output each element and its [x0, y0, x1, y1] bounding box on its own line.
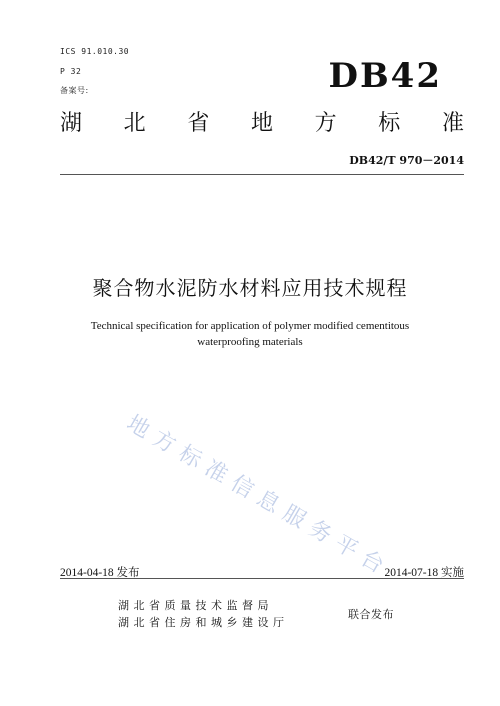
issue-date: 2014-04-18 发布: [60, 567, 140, 579]
standard-level-char: 地: [250, 111, 273, 136]
ics-code: ICS 91.010.30: [60, 47, 130, 56]
standard-level-char: 标: [378, 111, 401, 136]
standard-level-char: 方: [314, 111, 337, 136]
watermark-char: 台: [356, 545, 388, 579]
title-english: [40, 318, 460, 350]
db-logo: DB42: [328, 56, 442, 96]
implementation-date: 2014-07-18 实施: [384, 567, 464, 579]
bottom-divider: [60, 578, 464, 579]
issuer-line: 湖北省质量技术监督局: [118, 599, 273, 612]
watermark-char: 务: [304, 515, 336, 549]
top-divider: [60, 174, 464, 175]
standard-number: DB42/T 970－2014: [349, 154, 464, 167]
record-number-label: 备案号:: [60, 86, 89, 95]
watermark-char: 准: [200, 455, 232, 489]
title-english-line: Technical specification for application of polymer modified cementitous: [90, 320, 410, 332]
watermark-char: 息: [252, 485, 284, 519]
standard-level-heading: [60, 108, 464, 140]
standard-level-char: 准: [441, 111, 464, 136]
standard-level-char: 北: [123, 111, 146, 136]
watermark-char: 信: [226, 470, 258, 504]
title-chinese: 聚合物水泥防水材料应用技术规程: [92, 276, 408, 300]
joint-release-label: 联合发布: [348, 608, 394, 621]
watermark-char: 平: [330, 530, 362, 564]
watermark-char: 标: [174, 440, 206, 474]
standard-level-char: 省: [187, 111, 210, 136]
issuer-line: 湖北省住房和城乡建设厅: [118, 616, 289, 629]
watermark-char: 方: [148, 425, 180, 459]
issuing-authorities: [118, 597, 289, 631]
watermark-char: 服: [278, 500, 310, 534]
watermark-char: 地: [122, 410, 154, 444]
title-english-line: waterproofing materials: [197, 336, 303, 348]
classification-code: P 32: [60, 67, 82, 76]
standard-level-char: 湖: [60, 111, 83, 136]
